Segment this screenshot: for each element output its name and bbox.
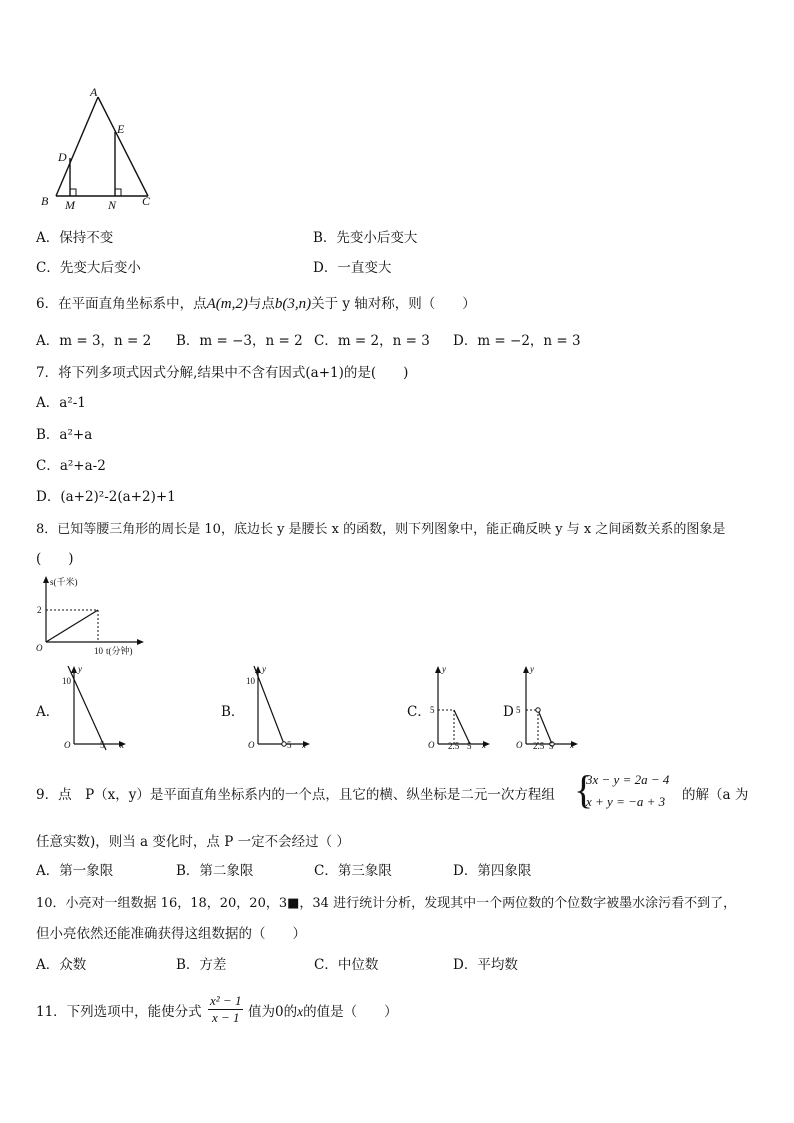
q7-option-c: C．a²+a-2 — [36, 458, 106, 474]
q8-stem-line1: 8．已知等腰三角形的周长是 10，底边长 y 是腰长 x 的函数，则下列图象中，能正确反映 y 与 x 之间函数关系的图象是 — [36, 522, 726, 537]
graph-d-x-label: x — [570, 740, 574, 750]
q9-equation-2: x + y = −a + 3 — [586, 794, 666, 809]
q9-system-brace: { — [574, 767, 594, 812]
label-a: A — [90, 85, 98, 99]
graph-c-y-tick: 5 — [430, 705, 435, 715]
side-ab — [56, 97, 98, 196]
graph-c-x-label: x — [482, 740, 486, 750]
q11-stem-suffix: 的值是（ ） — [303, 1004, 398, 1020]
q8-option-d-letter: D — [503, 704, 514, 720]
graph-d-y-label: y — [530, 664, 534, 674]
graph-a-y-label: y — [78, 664, 82, 674]
graph-d-line — [538, 710, 552, 744]
q11-numerator: x² − 1 — [210, 993, 242, 1008]
graph-c-y-arrow — [435, 666, 441, 673]
graph-c-y-label: y — [442, 664, 446, 674]
q5-option-c: C．先变大后变小 — [36, 260, 141, 276]
q9-stem-part1: 9．点 P（x，y）是平面直角坐标系内的一个点，且它的横、纵坐标是二元一次方程组 — [36, 787, 555, 803]
graph-c-origin: O — [428, 740, 435, 750]
q11-denominator: x − 1 — [211, 1010, 240, 1025]
label-c: C — [142, 194, 151, 208]
q6-stem — [36, 295, 476, 313]
label-b: B — [41, 194, 49, 208]
q7-stem: 7．将下列多项式因式分解,结果中不含有因式(a+1)的是( ) — [36, 365, 409, 381]
right-angle-m — [70, 189, 76, 196]
ref-y-arrow — [43, 576, 49, 583]
q5-option-a: A．保持不变 — [36, 230, 114, 246]
q11-stem-mid: 值为 — [248, 1004, 275, 1020]
graph-d-y-arrow — [523, 666, 529, 673]
q9-option-a: A．第一象限 — [36, 863, 114, 879]
graph-a-y-arrow — [71, 666, 77, 673]
q11-var: x — [297, 1004, 304, 1019]
label-m: M — [65, 198, 75, 212]
q10-stem-line2: 但小亮依然还能准确获得这组数据的（ ） — [36, 926, 306, 942]
graph-d-x-tick-1: 2.5 — [533, 741, 545, 751]
q8-stem-line2: ( ) — [36, 551, 74, 567]
q6-stem-prefix: 6．在平面直角坐标系中，点 — [36, 296, 207, 312]
ref-line — [46, 610, 98, 642]
q9-equation-1: 3x − y = 2a − 4 — [586, 772, 670, 787]
q8-reference-graph — [36, 576, 146, 656]
right-angle-n — [115, 189, 121, 196]
q9-stem-line2: 任意实数)，则当 a 变化时，点 P 一定不会经过（ ） — [36, 834, 350, 850]
q6-option-c: C．m = 2，n = 3 — [314, 333, 430, 349]
ref-y-label: s(千米) — [50, 577, 78, 587]
q11-stem-mid2: 的 — [283, 1004, 298, 1020]
graph-a-x-tick: 5 — [100, 740, 105, 750]
graph-c-line — [454, 710, 470, 744]
ref-x-arrow — [137, 639, 144, 645]
ref-x-label: t(分钟) — [106, 646, 133, 656]
q11-zero: 0 — [275, 1004, 284, 1020]
graph-a-x-label: x — [120, 740, 124, 750]
q6-point-b: b(3,n) — [274, 296, 312, 312]
q10-option-b: B．方差 — [176, 957, 227, 973]
q6-option-b: B．m = −3，n = 2 — [176, 333, 303, 349]
graph-b-x-tick: 5 — [287, 740, 292, 750]
q7-option-a: A．a²-1 — [36, 395, 86, 411]
q8-option-b-letter: B． — [221, 704, 245, 720]
q10-option-c: C．中位数 — [314, 957, 379, 973]
q9-stem-part2: 的解（a 为 — [682, 787, 749, 803]
graph-b-y-tick: 10 — [246, 676, 255, 686]
ref-y-tick: 2 — [37, 605, 42, 615]
q11-fraction — [208, 993, 243, 1026]
triangle-figure — [36, 84, 166, 214]
graph-c-x-tick-2: 5 — [467, 741, 472, 751]
graph-a-origin: O — [64, 740, 71, 750]
q8-graph-c — [424, 664, 494, 752]
q6-point-a: A(m,2) — [206, 296, 248, 312]
graph-b-end-circle — [282, 742, 286, 746]
q5-option-d: D．一直变大 — [313, 260, 392, 276]
q8-option-a-letter: A． — [36, 704, 60, 720]
q10-option-d: D．平均数 — [453, 957, 518, 973]
q7-option-b: B．a²+a — [36, 427, 93, 443]
side-ac — [98, 97, 148, 196]
q6-mid-text: 与点 — [247, 296, 275, 312]
ref-x-tick: 10 — [94, 646, 103, 656]
ref-origin: O — [36, 643, 43, 653]
q9-option-c: C．第三象限 — [314, 863, 392, 879]
graph-d-y-tick: 5 — [516, 705, 521, 715]
q8-graph-a — [60, 664, 130, 752]
graph-c-x-tick-1: 2.5 — [448, 741, 460, 751]
q6-stem-suffix: 关于 y 轴对称，则（ ） — [311, 296, 476, 312]
graph-b-y-label: y — [262, 664, 266, 674]
q6-option-d: D．m = −2，n = 3 — [453, 333, 581, 349]
q7-option-d: D．(a+2)²-2(a+2)+1 — [36, 489, 176, 505]
q10-stem-line1: 10．小亮对一组数据 16，18，20，20，3■，34 进行统计分析，发现其中一个两位数的个位数字被墨水涂污看不到了， — [36, 896, 737, 911]
label-e: E — [117, 122, 125, 136]
q8-graph-d — [512, 664, 582, 752]
graph-b-origin: O — [248, 740, 255, 750]
q5-option-b: B．先变小后变大 — [313, 230, 418, 246]
q11-stem-prefix: 11．下列选项中，能使分式 — [36, 1004, 202, 1020]
label-n: N — [108, 198, 117, 212]
q11-stem-rest — [248, 1003, 398, 1021]
graph-d-origin: O — [516, 740, 523, 750]
q8-option-c-letter: C． — [407, 704, 431, 720]
graph-d-x-tick-2: 5 — [549, 741, 554, 751]
graph-a-y-tick: 10 — [62, 676, 71, 686]
q9-option-d: D．第四象限 — [453, 863, 532, 879]
q6-option-a: A．m = 3，n = 2 — [36, 333, 152, 349]
q10-option-a: A．众数 — [36, 957, 87, 973]
q8-graph-b — [244, 664, 314, 752]
label-d: D — [58, 150, 67, 164]
graph-b-x-label: x — [302, 740, 306, 750]
graph-d-open-circle-top — [536, 708, 540, 712]
q9-option-b: B．第二象限 — [176, 863, 254, 879]
